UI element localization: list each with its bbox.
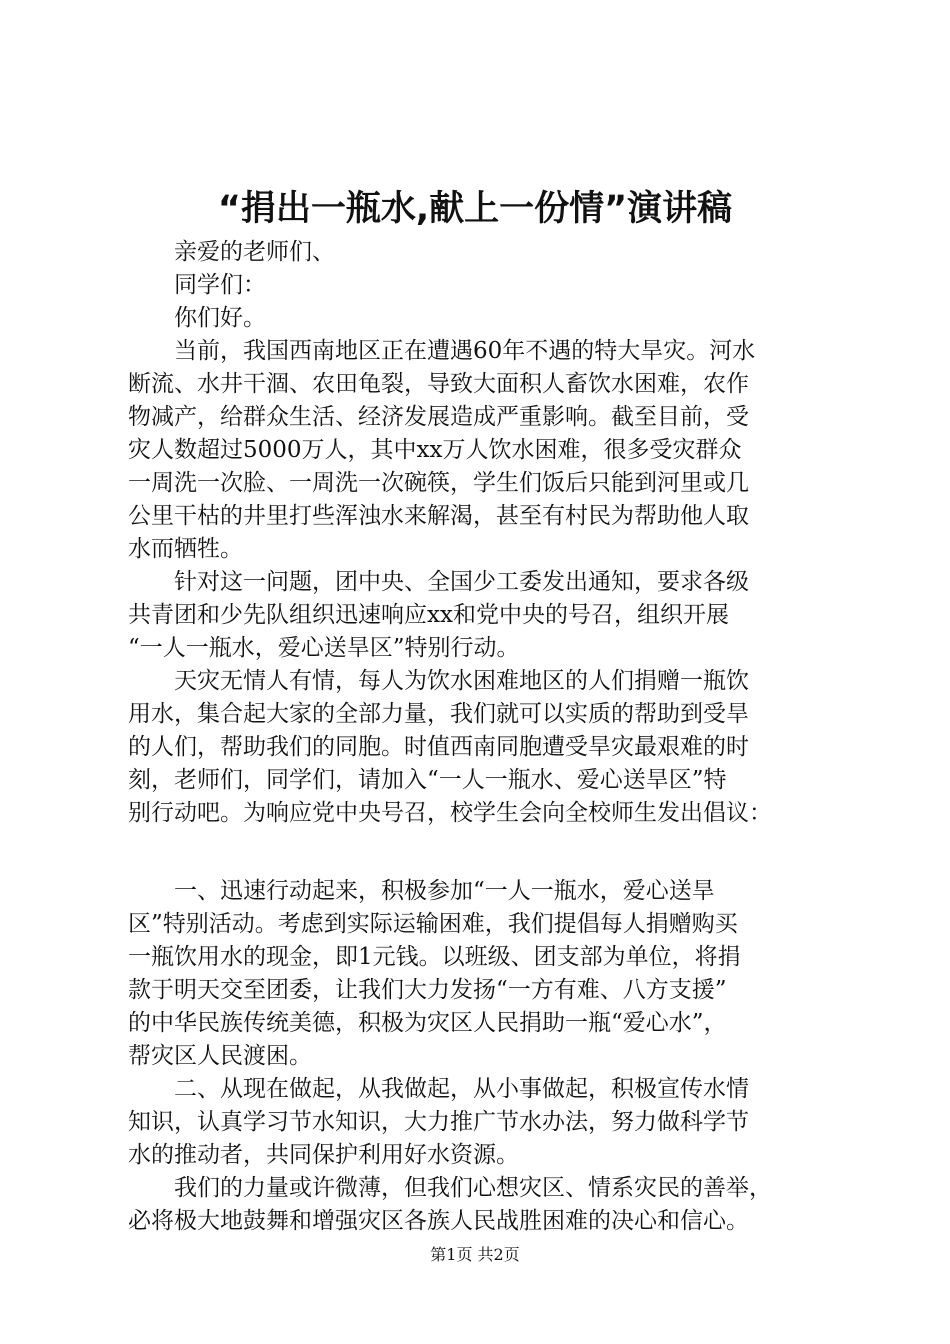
text-line: 帮灾区人民渡困。 xyxy=(128,1043,312,1069)
text-line: 亲爱的老师们、 xyxy=(128,239,335,265)
text-line: “一人一瓶水，爱心送旱区”特别行动。 xyxy=(128,635,520,661)
text-line: 款于明天交至团委，让我们大力发扬“一方有难、八方支援” xyxy=(128,977,727,1003)
text-line: 我们的力量或许微薄，但我们心想灾区、情系灾民的善举， xyxy=(128,1175,772,1201)
text-line: 物减产，给群众生活、经济发展造成严重影响。截至目前，受 xyxy=(128,404,749,430)
text-line: 二、从现在做起，从我做起，从小事做起，积极宣传水情 xyxy=(128,1076,749,1102)
text-line: 共青团和少先队组织迅速响应xx和党中央的号召，组织开展 xyxy=(128,602,729,628)
text-line: 区”特别活动。考虑到实际运输困难，我们提倡每人捐赠购买 xyxy=(128,911,738,937)
text-line: 同学们： xyxy=(128,272,266,298)
text-line: 的中华民族传统美德，积极为灾区人民捐助一瓶“爱心水”， xyxy=(128,1010,727,1036)
text-line: 知识，认真学习节水知识，大力推广节水办法，努力做科学节 xyxy=(128,1109,749,1135)
text-line: 水而牺牲。 xyxy=(128,536,243,562)
text-line: 别行动吧。为响应党中央号召，校学生会向全校师生发出倡议： xyxy=(128,800,772,826)
page-footer: 第1页 共2页 xyxy=(430,1245,520,1264)
text-line: 水的推动者，共同保护利用好水资源。 xyxy=(128,1142,519,1168)
text-line: 天灾无情人有情，每人为饮水困难地区的人们捐赠一瓶饮 xyxy=(128,668,749,694)
paragraph-gap xyxy=(128,830,828,875)
text-line: 当前，我国西南地区正在遭遇60年不遇的特大旱灾。河水 xyxy=(128,338,756,364)
text-line: 你们好。 xyxy=(128,305,266,331)
text-line: 灾人数超过5000万人，其中xx万人饮水困难，很多受灾群众 xyxy=(128,437,742,463)
text-line: 一瓶饮用水的现金，即1元钱。以班级、团支部为单位，将捐 xyxy=(128,944,741,970)
text-line: 刻，老师们，同学们，请加入“一人一瓶水、爱心送旱区”特 xyxy=(128,767,727,793)
text-line: 的人们，帮助我们的同胞。时值西南同胞遭受旱灾最艰难的时 xyxy=(128,734,749,760)
text-line: 一、迅速行动起来，积极参加“一人一瓶水，爱心送旱 xyxy=(128,878,715,904)
text-line: 用水，集合起大家的全部力量，我们就可以实质的帮助到受旱 xyxy=(128,701,749,727)
text-line: 公里干枯的井里打些浑浊水来解渴，甚至有村民为帮助他人取 xyxy=(128,503,749,529)
text-line: 针对这一问题，团中央、全国少工委发出通知，要求各级 xyxy=(128,569,749,595)
document-body xyxy=(128,236,828,1238)
text-line: 断流、水井干涸、农田龟裂，导致大面积人畜饮水困难，农作 xyxy=(128,371,749,397)
document-title: “捐出一瓶水,献上一份情”演讲稿 xyxy=(217,189,733,229)
text-line: 必将极大地鼓舞和增强灾区各族人民战胜困难的决心和信心。 xyxy=(128,1208,749,1234)
text-line: 一周洗一次脸、一周洗一次碗筷，学生们饭后只能到河里或几 xyxy=(128,470,749,496)
